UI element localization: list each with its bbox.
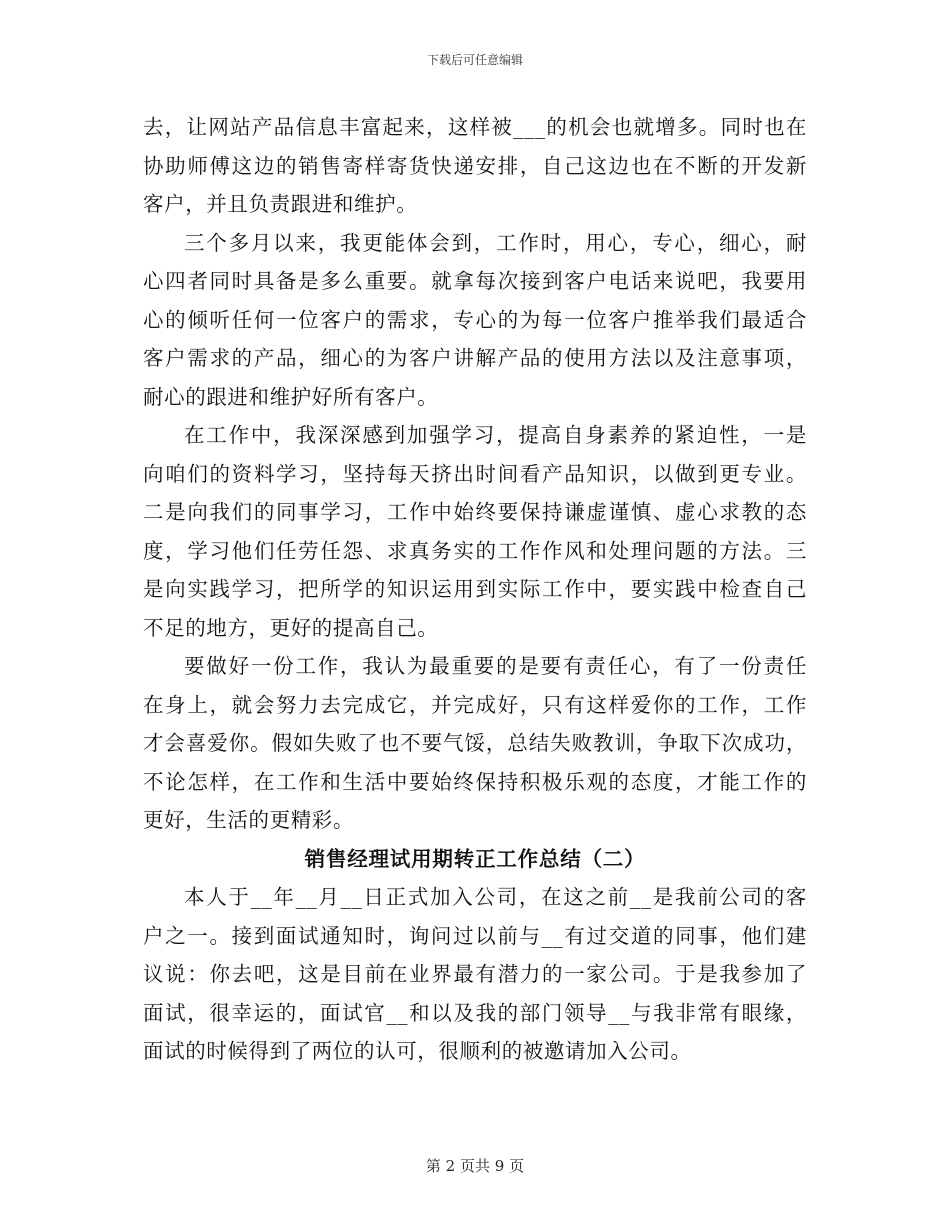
- paragraph: [143, 647, 807, 840]
- paragraph-line: 不论怎样，在工作和生活中要始终保持积极乐观的态度，才能工作的: [143, 769, 807, 794]
- paragraph-line: 心的倾听任何一位客户的需求，专心的为每一位客户推举我们最适合: [143, 307, 807, 332]
- paragraph-line: 议说：你去吧，这是目前在业界最有潜力的一家公司。于是我参加了: [143, 962, 807, 986]
- paragraph-line: 在工作中，我深深感到加强学习，提高自身素养的紧迫性，一是: [184, 423, 807, 447]
- paragraph: [143, 108, 807, 224]
- paragraph-line: 本人于__年__月__日正式加入公司，在这之前__是我前公司的客: [184, 885, 807, 909]
- paragraph-line: 向咱们的资料学习，坚持每天挤出时间看产品知识，以做到更专业。: [143, 461, 807, 486]
- paragraph-line: 二是向我们的同事学习，工作中始终要保持谦虚谨慎、虚心求教的态: [143, 500, 807, 524]
- paragraph-line: 客户需求的产品，细心的为客户讲解产品的使用方法以及注意事项，: [143, 346, 807, 370]
- paragraph-line: 协助师傅这边的销售寄样寄货快递安排，自己这边也在不断的开发新: [143, 153, 807, 178]
- paragraph-line: 户之一。接到面试通知时，询问过以前与__有过交道的同事，他们建: [143, 923, 807, 948]
- paragraph: [143, 416, 807, 647]
- paragraph: [143, 224, 807, 417]
- paragraph-line: 面试的时候得到了两位的认可，很顺利的被邀请加入公司。: [143, 1039, 692, 1063]
- page-number: 第 2 页共 9 页: [425, 1157, 525, 1175]
- paragraph-line: 要做好一份工作，我认为最重要的是要有责任心，有了一份责任: [184, 654, 807, 678]
- paragraph-line: 更好，生活的更精彩。: [143, 808, 354, 832]
- paragraph-line: 三个多月以来，我更能体会到，工作时，用心，专心，细心，耐: [184, 230, 807, 255]
- paragraph-line: 不足的地方，更好的提高自己。: [143, 615, 439, 640]
- paragraph-line: 心四者同时具备是多么重要。就拿每次接到客户电话来说吧，我要用: [143, 269, 807, 293]
- paragraph-line: 才会喜爱你。假如失败了也不要气馁，总结失败教训，争取下次成功，: [143, 731, 807, 755]
- paragraph-line: 在身上，就会努力去完成它，并完成好，只有这样爱你的工作，工作: [143, 692, 807, 717]
- page-header: 下载后可任意编辑: [426, 53, 523, 67]
- paragraph-line: 耐心的跟进和维护好所有客户。: [143, 384, 439, 409]
- paragraph-line: 面试，很幸运的，面试官__和以及我的部门领导__与我非常有眼缘，: [143, 1000, 807, 1025]
- paragraph-line: 客户，并且负责跟进和维护。: [143, 192, 418, 216]
- paragraph-line: 度，学习他们任劳任怨、求真务实的工作作风和处理问题的方法。三: [143, 538, 807, 563]
- paragraph-line: 去，让网站产品信息丰富起来，这样被___的机会也就增多。同时也在: [143, 115, 807, 139]
- section-title: 销售经理试用期转正工作总结（二）: [304, 846, 646, 871]
- paragraph-line: 是向实践学习，把所学的知识运用到实际工作中，要实践中检查自己: [143, 577, 807, 601]
- document-body: [143, 108, 807, 1071]
- paragraph: [143, 878, 807, 1071]
